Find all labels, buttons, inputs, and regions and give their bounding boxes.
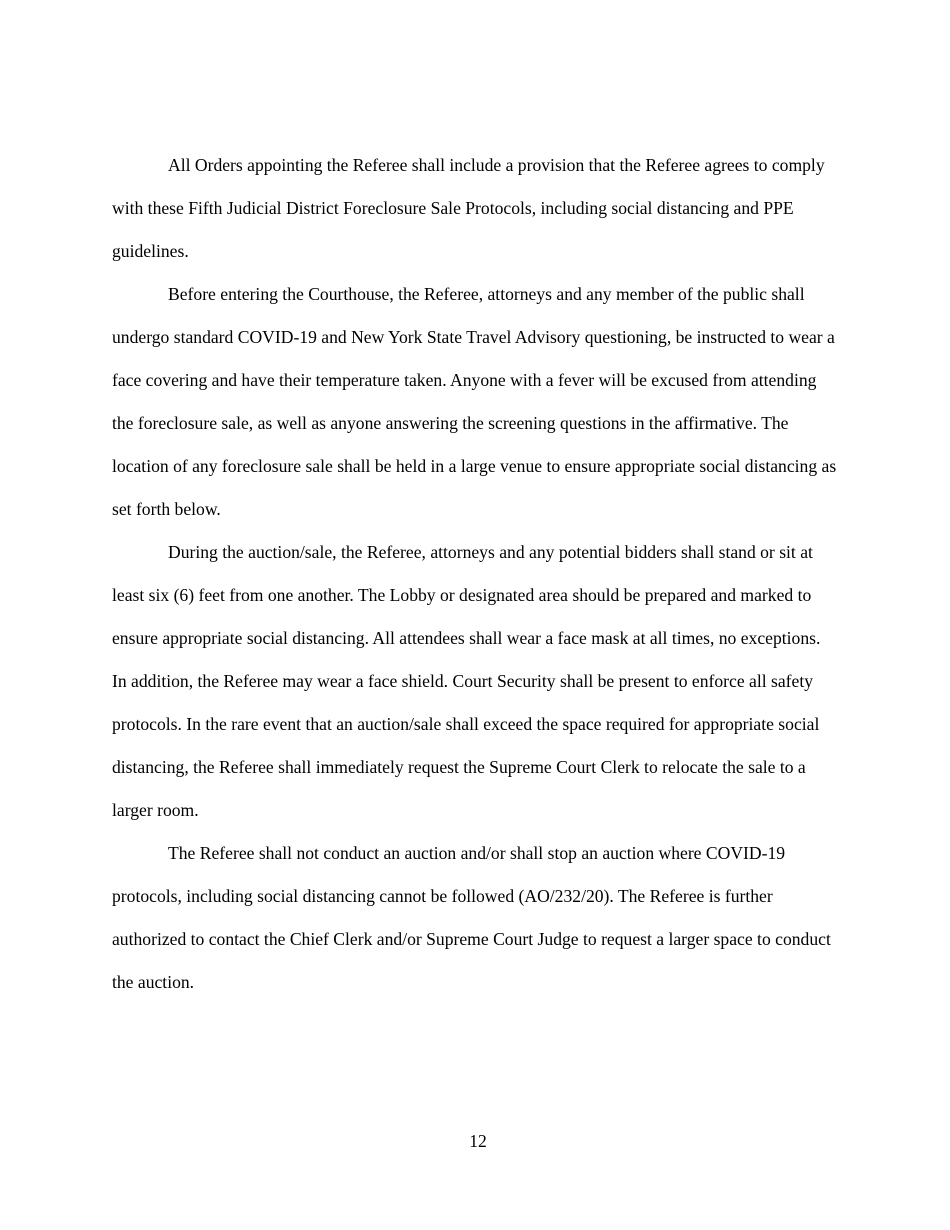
paragraph-auction-distancing: During the auction/sale, the Referee, attorneys and any potential bidders shall stand or sit at least six (6) feet from one another. The Lobby or designated area should be prepared and marked to ensure appropriate social distancing. All attendees shall wear a face mask at all times, no exceptions. In addition, the Referee may wear a face shield. Court Security shall be present to enforce all safety protocols. In the rare event that an auction/sale shall exceed the space required for appropriate social distancing, the Referee shall immediately request the Supreme Court Clerk to relocate the sale to a larger room. — [112, 542, 821, 820]
document-body — [112, 144, 838, 1004]
page-number: 12 — [469, 1131, 487, 1151]
paragraph-courthouse-entry: Before entering the Courthouse, the Referee, attorneys and any member of the public shall undergo standard COVID-19 and New York State Travel Advisory questioning, be instructed to wear a face covering and have their temperature taken. Anyone with a fever will be excused from attending the foreclosure sale, as well as anyone answering the screening questions in the affirmative. The location of any foreclosure sale shall be held in a large venue to ensure appropriate social distancing as set forth below. — [112, 284, 837, 519]
paragraph-referee-orders: All Orders appointing the Referee shall include a provision that the Referee agrees to comply with these Fifth Judicial District Foreclosure Sale Protocols, including social distancing and PPE guidelines. — [112, 155, 825, 261]
paragraph-auction-stop: The Referee shall not conduct an auction and/or shall stop an auction where COVID-19 protocols, including social distancing cannot be followed (AO/232/20). The Referee is further authorized to contact the Chief Clerk and/or Supreme Court Judge to request a larger space to conduct the auction. — [112, 843, 831, 992]
page-number-footer — [0, 1129, 950, 1153]
